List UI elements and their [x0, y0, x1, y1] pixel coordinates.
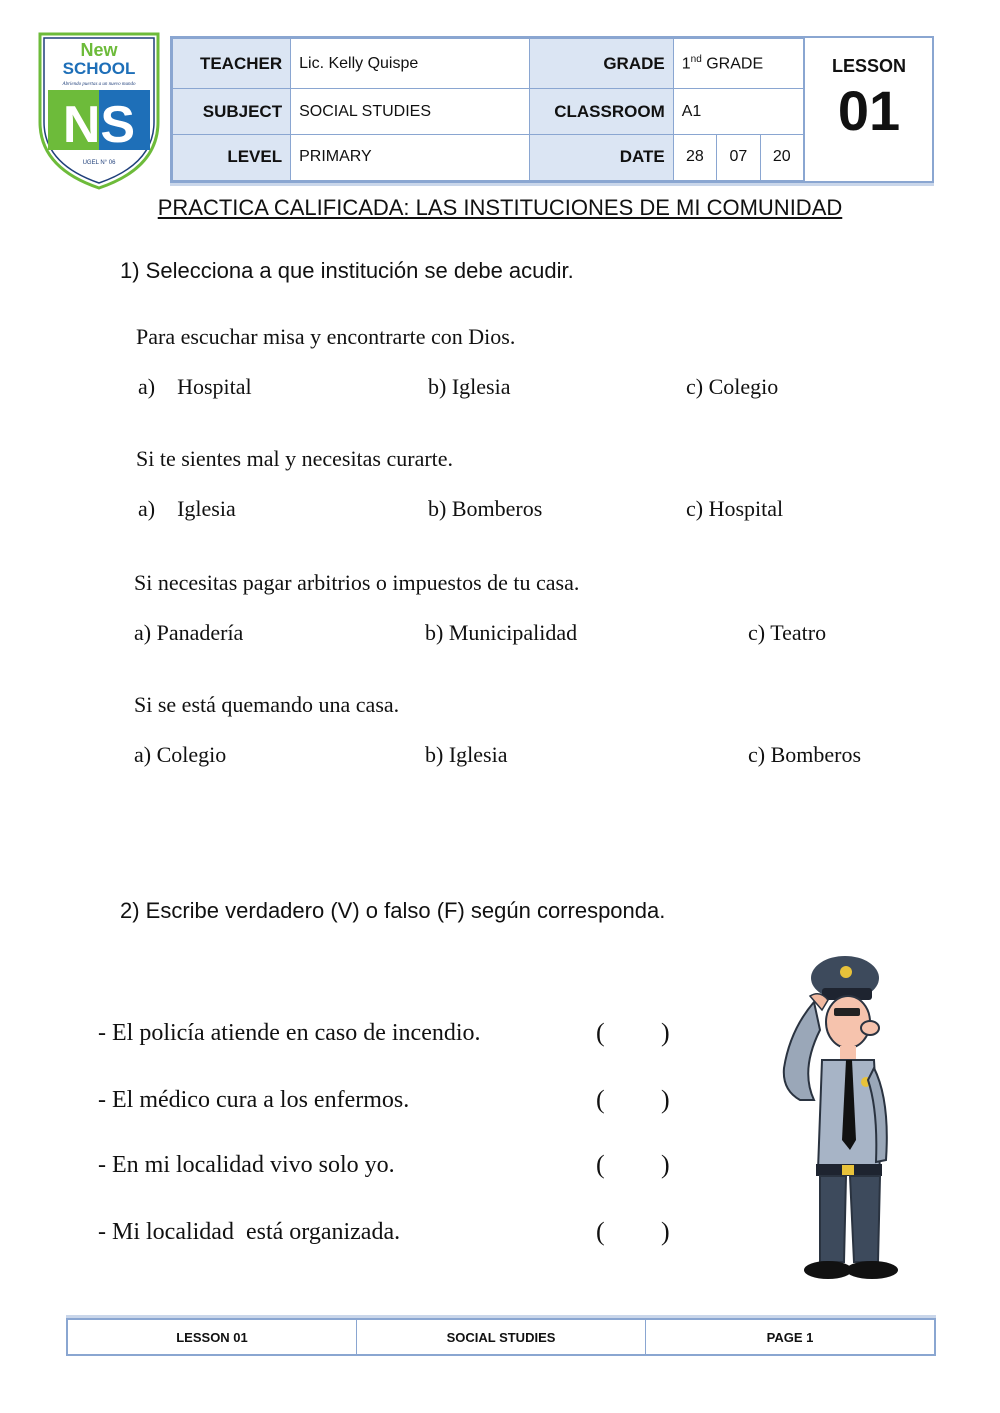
classroom-label: CLASSROOM	[530, 89, 673, 134]
date-month: 07	[717, 134, 760, 180]
tf-item-2-open-paren[interactable]: (	[596, 1085, 605, 1114]
question-2-option-b[interactable]: b) Bomberos	[428, 496, 543, 521]
page-title: PRACTICA CALIFICADA: LAS INSTITUCIONES DE MI COMUNIDAD	[157, 195, 843, 220]
grade-word: GRADE	[701, 55, 764, 73]
footer-page-number: PAGE 1	[766, 1329, 814, 1345]
grade-value	[673, 39, 803, 89]
grade-ordinal-suffix: nd	[690, 54, 702, 65]
subject-label: SUBJECT	[173, 89, 291, 134]
logo-ugel: UGEL N° 06	[82, 160, 116, 166]
tf-item-3-close-paren[interactable]: )	[661, 1150, 670, 1179]
date-year: 20	[760, 134, 803, 180]
question-2-option-c[interactable]: c) Hospital	[686, 496, 784, 521]
tf-item-4-text: - Mi localidad está organizada.	[98, 1219, 401, 1245]
section2-heading: 2) Escribe verdadero (V) o falso (F) según corresponda.	[120, 898, 666, 923]
teacher-value: Lic. Kelly Quispe	[291, 39, 530, 89]
police-officer-illustration	[770, 950, 920, 1285]
tf-item-4-open-paren[interactable]: (	[596, 1217, 605, 1246]
logo-brand-line2: SCHOOL	[62, 59, 136, 78]
school-logo	[36, 30, 162, 190]
teacher-label: TEACHER	[173, 39, 291, 89]
question-2-prompt: Si te sientes mal y necesitas curarte.	[136, 446, 454, 471]
question-4-prompt: Si se está quemando una casa.	[134, 692, 400, 717]
tf-item-1-open-paren[interactable]: (	[596, 1018, 605, 1047]
question-4-option-c[interactable]: c) Bomberos	[748, 742, 862, 767]
tf-item-1-text: - El policía atiende en caso de incendio.	[98, 1020, 481, 1046]
lesson-box	[804, 38, 933, 181]
logo-brand-line1: New	[80, 40, 118, 60]
footer-subject: SOCIAL STUDIES	[357, 1320, 646, 1354]
question-2-option-a[interactable]: a) Iglesia	[138, 496, 236, 521]
grade-label: GRADE	[530, 39, 673, 89]
header-info-table	[170, 36, 934, 183]
tf-item-2-close-paren[interactable]: )	[661, 1085, 670, 1114]
level-label: LEVEL	[173, 134, 291, 180]
question-3-option-a[interactable]: a) Panadería	[134, 620, 244, 645]
question-1-prompt: Para escuchar misa y encontrarte con Dios.	[136, 324, 516, 349]
tf-item-3-open-paren[interactable]: (	[596, 1150, 605, 1179]
question-1-option-a[interactable]: a) Hospital	[138, 374, 252, 399]
tf-item-4-close-paren[interactable]: )	[661, 1217, 670, 1246]
classroom-value: A1	[673, 89, 803, 134]
tf-item-3-text: - En mi localidad vivo solo yo.	[98, 1152, 395, 1178]
tf-item-1-close-paren[interactable]: )	[661, 1018, 670, 1047]
question-3-prompt: Si necesitas pagar arbitrios o impuestos de tu casa.	[134, 570, 580, 595]
tf-item-2-text: - El médico cura a los enfermos.	[98, 1087, 410, 1113]
question-3-option-b[interactable]: b) Municipalidad	[425, 620, 578, 645]
date-label: DATE	[530, 134, 673, 180]
footer-lesson: LESSON 01	[68, 1320, 357, 1354]
question-4-option-b[interactable]: b) Iglesia	[425, 742, 508, 767]
subject-value: SOCIAL STUDIES	[291, 89, 530, 134]
level-value: PRIMARY	[291, 134, 530, 180]
section1-heading: 1) Selecciona a que institución se debe acudir.	[120, 258, 574, 283]
logo-monogram: NS	[62, 96, 136, 154]
grade-ordinal: 1	[681, 55, 691, 73]
page-footer	[66, 1318, 936, 1356]
question-1-option-b[interactable]: b) Iglesia	[428, 374, 511, 399]
logo-slogan: Abriendo puertas a un nuevo mundo	[62, 82, 136, 87]
question-4-option-a[interactable]: a) Colegio	[134, 742, 227, 767]
lesson-number: 01	[837, 79, 901, 142]
date-day: 28	[673, 134, 716, 180]
question-1-option-c[interactable]: c) Colegio	[686, 374, 779, 399]
lesson-label: LESSON	[831, 56, 906, 76]
question-3-option-c[interactable]: c) Teatro	[748, 620, 827, 645]
